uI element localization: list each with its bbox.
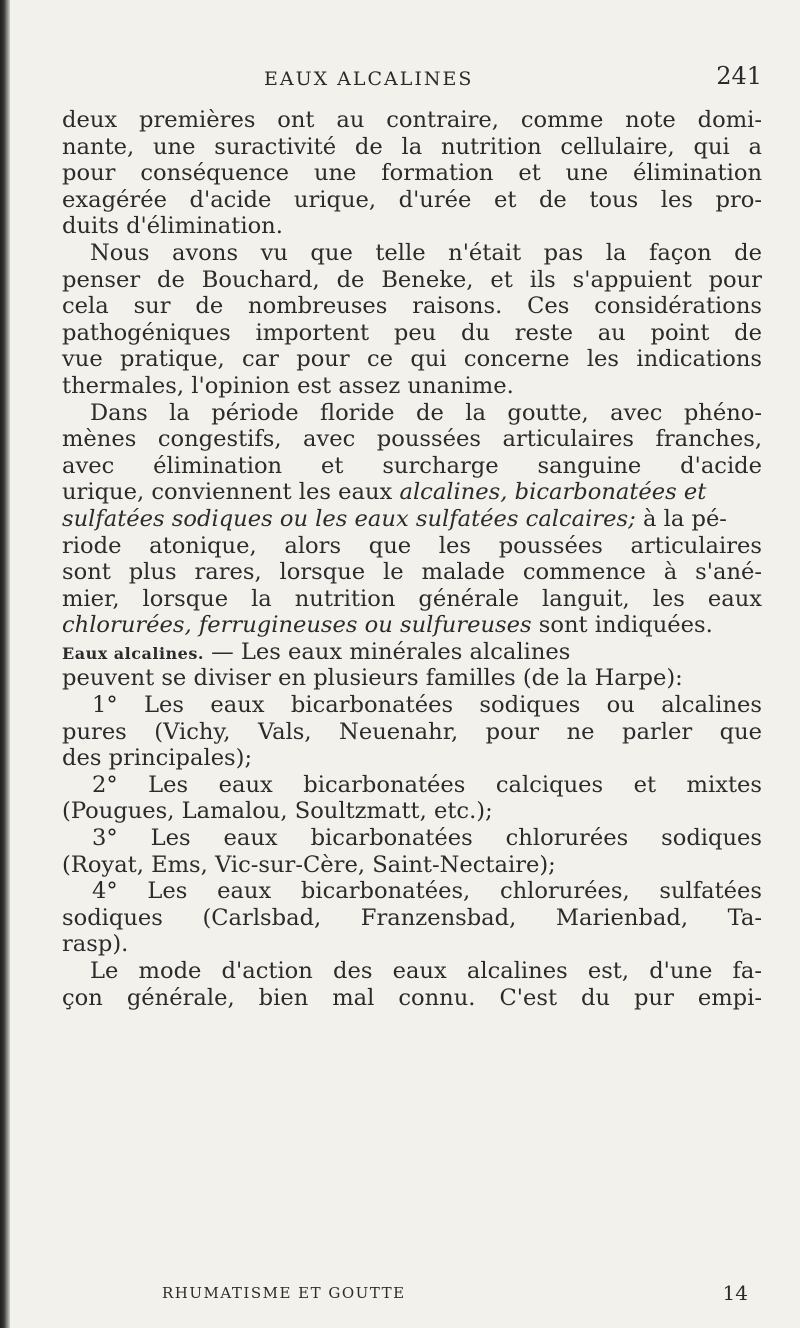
- book-page: [62, 0, 774, 1328]
- text-line: rasp).: [62, 931, 129, 958]
- text-line: çon générale, bien mal connu. C'est du pur empi-: [62, 984, 762, 1011]
- body-text: [62, 107, 762, 1011]
- text-line: Dans la période floride de la goutte, avec phéno-: [90, 399, 762, 426]
- text-line: cela sur de nombreuses raisons. Ces considérations: [62, 293, 762, 320]
- text-line: mènes congestifs, avec poussées articulaires franches,: [62, 426, 762, 453]
- text-line: pures (Vichy, Vals, Neuenahr, pour ne parler que: [62, 718, 762, 745]
- text-line: thermales, l'opinion est assez unanime.: [62, 372, 514, 399]
- text-line: urique, conviennent les eaux alcalines, bicarbonatées et: [62, 479, 707, 506]
- section-heading: Eaux alcalines.: [62, 643, 204, 663]
- italic-text: chlorurées, ferrugineuses ou sulfureuses: [62, 612, 532, 639]
- text-line: 4° Les eaux bicarbonatées, chlorurées, sulfatées: [92, 878, 762, 905]
- text-line: mier, lorsque la nutrition générale languit, les eaux: [62, 585, 762, 612]
- text-line: sont plus rares, lorsque le malade commence à s'ané-: [62, 559, 762, 586]
- text-line: Nous avons vu que telle n'était pas la façon de: [90, 239, 762, 266]
- text-line: (Royat, Ems, Vic-sur-Cère, Saint-Nectaire);: [62, 851, 556, 878]
- text-line: pour conséquence une formation et une élimination: [62, 160, 762, 187]
- text-line: sulfatées sodiques ou les eaux sulfatées calcaires; à la pé-: [62, 505, 727, 532]
- text-line: peuvent se diviser en plusieurs familles (de la Harpe):: [62, 665, 683, 692]
- italic-text: alcalines, bicarbonatées et: [399, 479, 707, 506]
- running-title: EAUX ALCALINES: [264, 68, 474, 90]
- text-line: (Pougues, Lamalou, Soultzmatt, etc.);: [62, 798, 493, 825]
- page-footer: [62, 1281, 748, 1305]
- text-line: Eaux alcalines. — Les eaux minérales alcalines: [62, 638, 571, 665]
- text-line: des principales);: [62, 745, 253, 772]
- text-line: nante, une suractivité de la nutrition cellulaire, qui a: [62, 133, 762, 160]
- text-line: Le mode d'action des eaux alcalines est, d'une fa-: [90, 958, 762, 984]
- signature-number: 14: [722, 1281, 748, 1305]
- text-line: 1° Les eaux bicarbonatées sodiques ou alcalines: [92, 692, 762, 719]
- text-line: sodiques (Carlsbad, Franzensbad, Marienbad, Ta-: [62, 904, 762, 931]
- italic-text: sulfatées sodiques ou les eaux sulfatées calcaires;: [62, 505, 636, 532]
- running-head: [62, 62, 762, 92]
- text-line: duits d'élimination.: [62, 213, 283, 240]
- text-line: 3° Les eaux bicarbonatées chlorurées sodiques: [92, 825, 762, 852]
- binding-shadow: [0, 0, 10, 1328]
- signature-mark: RHUMATISME ET GOUTTE: [162, 1284, 406, 1302]
- text-line: pathogéniques importent peu du reste au point de: [62, 319, 762, 346]
- text-line: exagérée d'acide urique, d'urée et de tous les pro-: [62, 186, 762, 213]
- text-line: 2° Les eaux bicarbonatées calciques et mixtes: [92, 771, 762, 798]
- page-number: 241: [716, 62, 762, 90]
- text-line: penser de Bouchard, de Beneke, et ils s'appuient pour: [62, 266, 762, 293]
- text-line: vue pratique, car pour ce qui concerne les indications: [62, 346, 762, 373]
- text-line: deux premières ont au contraire, comme note domi-: [62, 107, 762, 133]
- text-line: chlorurées, ferrugineuses ou sulfureuses sont indiquées.: [62, 612, 713, 639]
- text-line: avec élimination et surcharge sanguine d'acide: [62, 452, 762, 479]
- text-line: riode atonique, alors que les poussées articulaires: [62, 532, 762, 559]
